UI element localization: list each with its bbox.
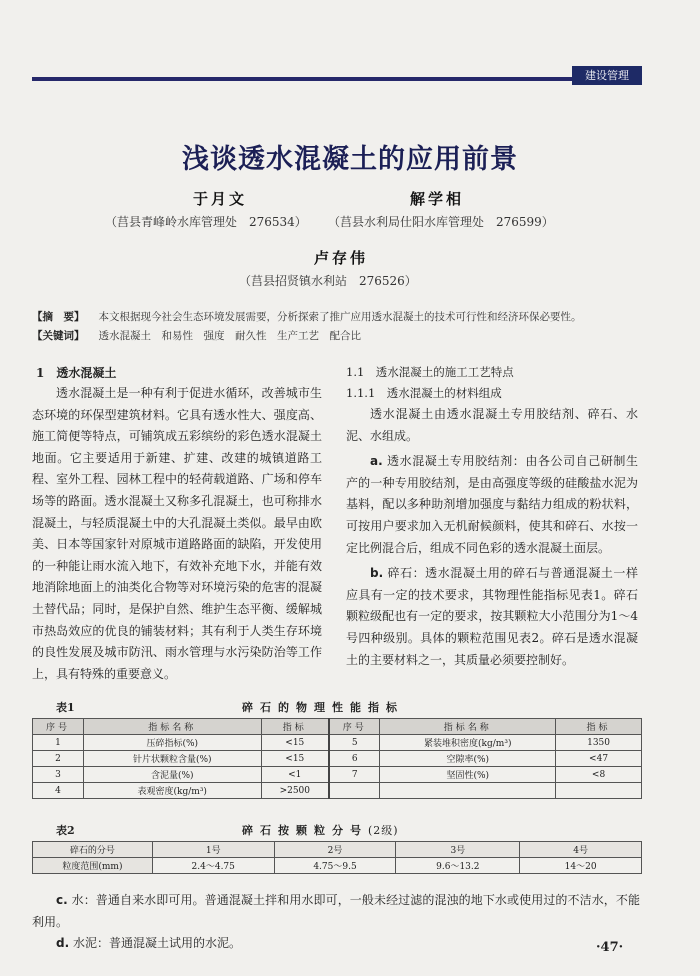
item-d bbox=[32, 933, 640, 955]
table-cell: <15 bbox=[261, 735, 329, 751]
table-cell: 粒度范围(mm) bbox=[33, 858, 153, 874]
table-cell bbox=[380, 783, 556, 799]
bottom-text bbox=[32, 890, 640, 955]
table-1-header-cell: 指标 bbox=[556, 719, 642, 735]
abstract bbox=[32, 309, 582, 324]
table-cell: 3 bbox=[33, 767, 84, 783]
table-row bbox=[33, 751, 642, 767]
table-cell: 4.75～9.5 bbox=[274, 858, 396, 874]
keywords-label: 【关键词】 bbox=[32, 330, 85, 342]
table-2-header-cell: 1号 bbox=[152, 842, 274, 858]
table-cell: 2 bbox=[33, 751, 84, 767]
keywords-text: 透水混凝土 和易性 强度 耐久性 生产工艺 配合比 bbox=[98, 330, 361, 342]
table-cell: <1 bbox=[261, 767, 329, 783]
section-1-1-heading: 1.1 透水混凝土的施工工艺特点 bbox=[346, 365, 514, 379]
table-2-title-text: 碎石按颗粒分号 bbox=[242, 824, 368, 837]
table-2-title-suffix: (2级) bbox=[368, 824, 399, 837]
right-column bbox=[346, 404, 638, 671]
author-2-name: 解学相 bbox=[410, 190, 465, 208]
item-b-text: 碎石：透水混凝土用的碎石与普通混凝土一样应具有一定的技术要求，其物理性能指标见表1。碎石颗粒级配也有一定的要求，按其颗粒大小范围分为1～4号四种级别。具体的颗粒范围见表2。碎石是透水混凝土的主要材料之一，其质量必须要控制好。 bbox=[346, 566, 638, 667]
table-cell: 9.6～13.2 bbox=[396, 858, 520, 874]
table-cell: 压碎指标(%) bbox=[83, 735, 261, 751]
table-cell: 坚固性(%) bbox=[380, 767, 556, 783]
section-1-heading: 1 透水混凝土 bbox=[36, 366, 117, 380]
article-title: 浅谈透水混凝土的应用前景 bbox=[182, 144, 518, 175]
header-rule bbox=[32, 77, 572, 81]
section-tag: 建设管理 bbox=[572, 66, 642, 85]
table-1-header-row bbox=[33, 719, 642, 735]
table-cell: 6 bbox=[329, 751, 380, 767]
table-1-header-cell: 指标名称 bbox=[83, 719, 261, 735]
table-2-label: 表2 bbox=[56, 824, 75, 837]
item-b-label: b. bbox=[370, 566, 384, 581]
table-cell: >2500 bbox=[261, 783, 329, 799]
table-cell: 针片状颗粒含量(%) bbox=[83, 751, 261, 767]
keywords bbox=[32, 328, 361, 343]
item-a-label: a. bbox=[370, 454, 383, 469]
table-cell: <15 bbox=[261, 751, 329, 767]
table-1-header-cell: 指标 bbox=[261, 719, 329, 735]
table-row bbox=[33, 783, 642, 799]
table-2-header-row bbox=[33, 842, 642, 858]
author-3-name: 卢存伟 bbox=[314, 249, 369, 267]
table-1 bbox=[32, 718, 642, 799]
table-2-title bbox=[242, 822, 399, 838]
table-2-header-cell: 4号 bbox=[520, 842, 642, 858]
table-cell: 5 bbox=[329, 735, 380, 751]
table-2 bbox=[32, 841, 642, 874]
materials-intro: 透水混凝土由透水混凝土专用胶结剂、碎石、水泥、水组成。 bbox=[346, 407, 638, 443]
item-a-text: 透水混凝土专用胶结剂：由各公司自己研制生产的一种专用胶结剂，是由高强度等级的硅酸盐水泥为基料，配以多种助剂增加强度与黏结力组成的粉状料，可按用户要求加入无机耐候颜料，使其和碎石、水按一定比例混合后，组成不同色彩的透水混凝土面层。 bbox=[346, 454, 638, 555]
page-number: ·47· bbox=[596, 940, 624, 955]
table-cell: 含泥量(%) bbox=[83, 767, 261, 783]
item-c-label: c. bbox=[56, 893, 68, 907]
table-cell: 表观密度(kg/m³) bbox=[83, 783, 261, 799]
item-c-text: 水：普通自来水即可用。普通混凝土拌和用水即可，一般未经过滤的混浊的地下水或使用过的不洁水，不能利用。 bbox=[32, 893, 640, 929]
table-2-header-cell: 碎石的分号 bbox=[33, 842, 153, 858]
table-row bbox=[33, 858, 642, 874]
table-cell: 紧装堆积密度(kg/m³) bbox=[380, 735, 556, 751]
table-cell: 14～20 bbox=[520, 858, 642, 874]
table-cell: 1350 bbox=[556, 735, 642, 751]
table-cell: 空隙率(%) bbox=[380, 751, 556, 767]
table-cell bbox=[329, 783, 380, 799]
author-2-affiliation: （莒县水利局仕阳水库管理处 276599） bbox=[328, 215, 554, 229]
author-3-affiliation: （莒县招贤镇水利站 276526） bbox=[239, 274, 417, 288]
author-1-name: 于月文 bbox=[193, 190, 248, 208]
abstract-text: 本文根据现今社会生态环境发展需要，分析探索了推广应用透水混凝土的技术可行性和经济环保必要性。 bbox=[98, 311, 582, 323]
table-1-header-cell: 序号 bbox=[33, 719, 84, 735]
table-2-header-cell: 2号 bbox=[274, 842, 396, 858]
table-1-header-cell: 序号 bbox=[329, 719, 380, 735]
item-a bbox=[346, 451, 638, 559]
author-1-affiliation: （莒县青峰岭水库管理处 276534） bbox=[105, 215, 307, 229]
table-row bbox=[33, 767, 642, 783]
table-cell bbox=[556, 783, 642, 799]
table-1-title: 碎石的物理性能指标 bbox=[242, 701, 404, 714]
item-d-text: 水泥：普通混凝土试用的水泥。 bbox=[72, 936, 241, 951]
item-b bbox=[346, 563, 638, 671]
item-d-label: d. bbox=[56, 936, 70, 951]
table-cell: 2.4～4.75 bbox=[152, 858, 274, 874]
table-1-header-cell: 指标名称 bbox=[380, 719, 556, 735]
section-1-paragraph: 透水混凝土是一种有利于促进水循环，改善城市生态环境的环保型建筑材料。它具有透水性大、强度高、施工简便等特点，可铺筑成五彩缤纷的彩色透水混凝土地面。它主要适用于新建、扩建、改建的城镇道路工程、室外工程、园林工程中的轻荷载道路、广场和停车场等的路面。透水混凝土又称多孔混凝土，也可称排水混凝土，与轻质混凝土中的大孔混凝土类似。最早由欧美、日本等国家针对原城市道路路面的缺陷，开发使用的一种能让雨水流入地下，有效补充地下水，并能有效地消除地面上的油类化合物等对环境污染的危害的混凝土替代品；同时，是保护自然、维护生态平衡、缓解城市热岛效应的优良的铺装材料；其有利于人类生存环境的良性发展及城市防汛、雨水管理与水污染防治等工作上，具有特殊的重要意义。 bbox=[32, 386, 322, 681]
table-cell: 1 bbox=[33, 735, 84, 751]
table-row bbox=[33, 735, 642, 751]
left-column bbox=[32, 383, 322, 685]
abstract-label: 【摘 要】 bbox=[32, 311, 85, 323]
table-1-label: 表1 bbox=[56, 701, 75, 714]
table-cell: 7 bbox=[329, 767, 380, 783]
item-c bbox=[32, 890, 640, 933]
table-2-header-cell: 3号 bbox=[396, 842, 520, 858]
table-cell: <8 bbox=[556, 767, 642, 783]
table-cell: 4 bbox=[33, 783, 84, 799]
table-cell: <47 bbox=[556, 751, 642, 767]
section-1-1-1-heading: 1.1.1 透水混凝土的材料组成 bbox=[346, 386, 502, 400]
